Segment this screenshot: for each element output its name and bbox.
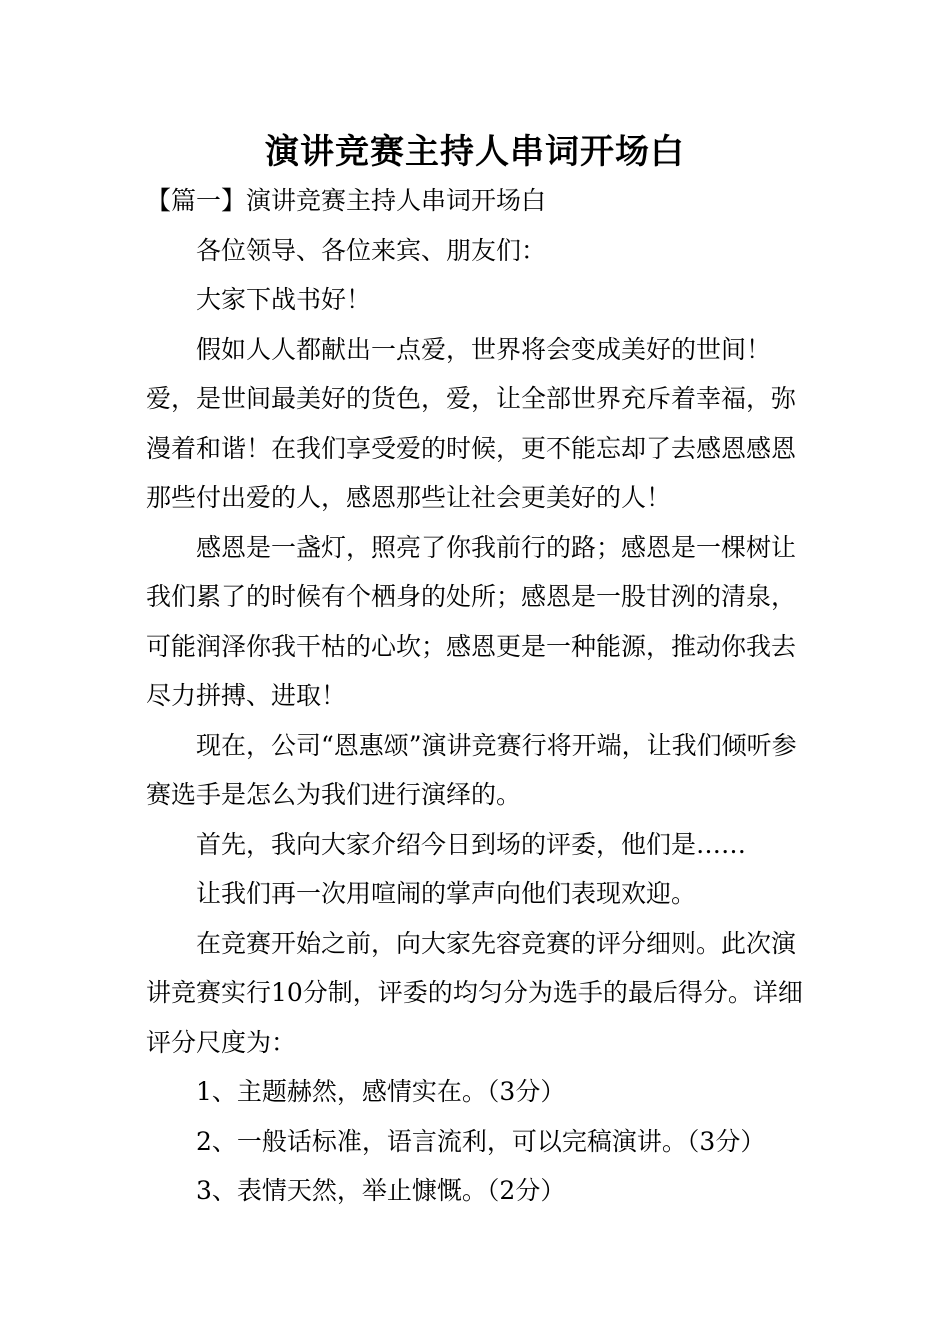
paragraph-competition-start: 现在，公司“恩惠颂”演讲竞赛行将开端，让我们倾听参赛选手是怎么为我们进行演绎的。	[146, 730, 797, 809]
scoring-item-1: 1、主题赫然，感情实在。（3分）	[196, 1077, 566, 1106]
paragraph-scoring-rules: 在竞赛开始之前，向大家先容竞赛的评分细则。此次演讲竞赛实行10分制，评委的均匀分为选手的最后得分。详细评分尺度为：	[146, 928, 803, 1057]
paragraph-love: 假如人人都献出一点爱，世界将会变成美好的世间！爱，是世间最美好的货色，爱，让全部世界充斥着幸福，弥漫着和谐！在我们享受爱的时候，更不能忘却了去感恩感恩那些付出爱的人，感恩那些让社会更美好的人！	[146, 334, 797, 512]
section-heading: 【篇一】演讲竞赛主持人串词开场白	[146, 186, 547, 215]
scoring-item-3: 3、表情天然，举止慷慨。（2分）	[196, 1176, 566, 1205]
paragraph-judges-intro: 首先，我向大家介绍今日到场的评委，他们是……	[196, 829, 747, 859]
paragraph-greeting: 各位领导、各位来宾、朋友们：	[196, 235, 547, 265]
document-title: 演讲竞赛主持人串词开场白	[265, 132, 685, 172]
document-body	[146, 176, 811, 1216]
paragraph-applause: 让我们再一次用喧闹的掌声向他们表现欢迎。	[196, 879, 697, 908]
scoring-item-2: 2、一般话标准，语言流利，可以完稿演讲。（3分）	[196, 1126, 766, 1156]
paragraph-gratitude: 感恩是一盏灯，照亮了你我前行的路；感恩是一棵树让我们累了的时候有个栖身的处所；感恩是一股甘洌的清泉，可能润泽你我干枯的心坎；感恩更是一种能源，推动你我去尽力拼搏、进取！	[146, 532, 797, 710]
paragraph-salutation: 大家下战书好！	[196, 285, 372, 314]
